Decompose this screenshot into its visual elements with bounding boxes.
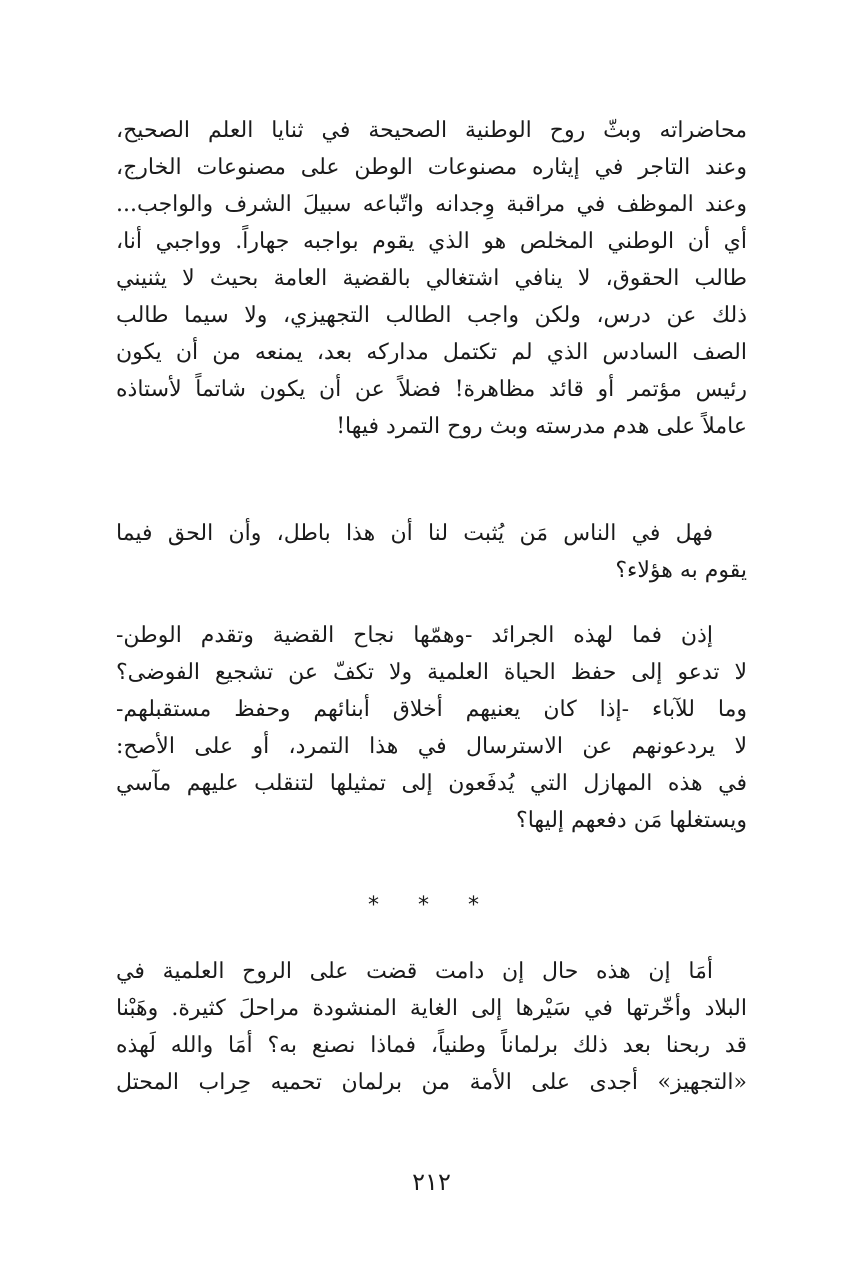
text-line: إذن فما لهذه الجرائد -وهمّها نجاح القضية وتقدم الوطن-	[116, 623, 713, 648]
paragraph-1	[116, 112, 747, 445]
text-line: فهل في الناس مَن يُثبت لنا أن هذا باطل، وأن الحق فيما	[116, 521, 713, 546]
text-line: قد ربحنا بعد ذلك برلماناً وطنياً، فماذا نصنع به؟ أمَا والله لَهذه	[116, 1033, 747, 1058]
text-line: أمَا إن هذه حال إن دامت قضت على الروح العلمية في	[116, 959, 713, 984]
text-line: محاضراته وبثّ روح الوطنية الصحيحة في ثنايا العلم الصحيح،	[116, 118, 747, 143]
text-line: يقوم به هؤلاء؟	[615, 558, 747, 583]
text-line: وما للآباء -إذا كان يعنيهم أخلاق أبنائهم وحفظ مستقبلهم-	[116, 697, 747, 722]
text-line: وعند التاجر في إيثاره مصنوعات الوطن على مصنوعات الخارج،	[116, 155, 747, 180]
text-line: لا يردعونهم عن الاسترسال في هذا التمرد، أو على الأصح:	[116, 734, 747, 759]
text-line: طالب الحقوق، لا ينافي اشتغالي بالقضية العامة بحيث لا يثنيني	[116, 266, 747, 291]
text-line: عاملاً على هدم مدرسته وبث روح التمرد فيها!	[336, 414, 747, 439]
text-line: رئيس مؤتمر أو قائد مظاهرة! فضلاً عن أن يكون شاتماً لأستاذه	[116, 377, 747, 402]
page-number: ٢١٢	[412, 1168, 451, 1196]
text-line: لا تدعو إلى حفظ الحياة العلمية ولا تكفّ عن تشجيع الفوضى؟	[116, 660, 747, 685]
paragraph-2	[116, 515, 747, 589]
paragraph-4	[116, 953, 747, 1101]
text-line: في هذه المهازل التي يُدفَعون إلى تمثيلها لتنقلب عليهم مآسي	[116, 771, 747, 796]
paragraph-3	[116, 617, 747, 839]
text-line: وعند الموظف في مراقبة وِجدانه واتّباعه سبيلَ الشرف والواجب...	[116, 192, 747, 217]
text-line: أي أن الوطني المخلص هو الذي يقوم بواجبه جهاراً. وواجبي أنا،	[116, 229, 747, 254]
text-line: «التجهيز» أجدى على الأمة من برلمان تحميه حِراب المحتل	[116, 1070, 747, 1095]
section-separator: * * *	[368, 893, 495, 918]
text-line: البلاد وأخّرتها في سَيْرها إلى الغاية المنشودة مراحلَ كثيرة. وهَبْنا	[116, 996, 747, 1021]
text-line: ويستغلها مَن دفعهم إليها؟	[516, 808, 747, 833]
text-line: الصف السادس الذي لم تكتمل مداركه بعد، يمنعه من أن يكون	[116, 340, 747, 365]
text-line: ذلك عن درس، ولكن واجب الطالب التجهيزي، ولا سيما طالب	[116, 303, 747, 328]
